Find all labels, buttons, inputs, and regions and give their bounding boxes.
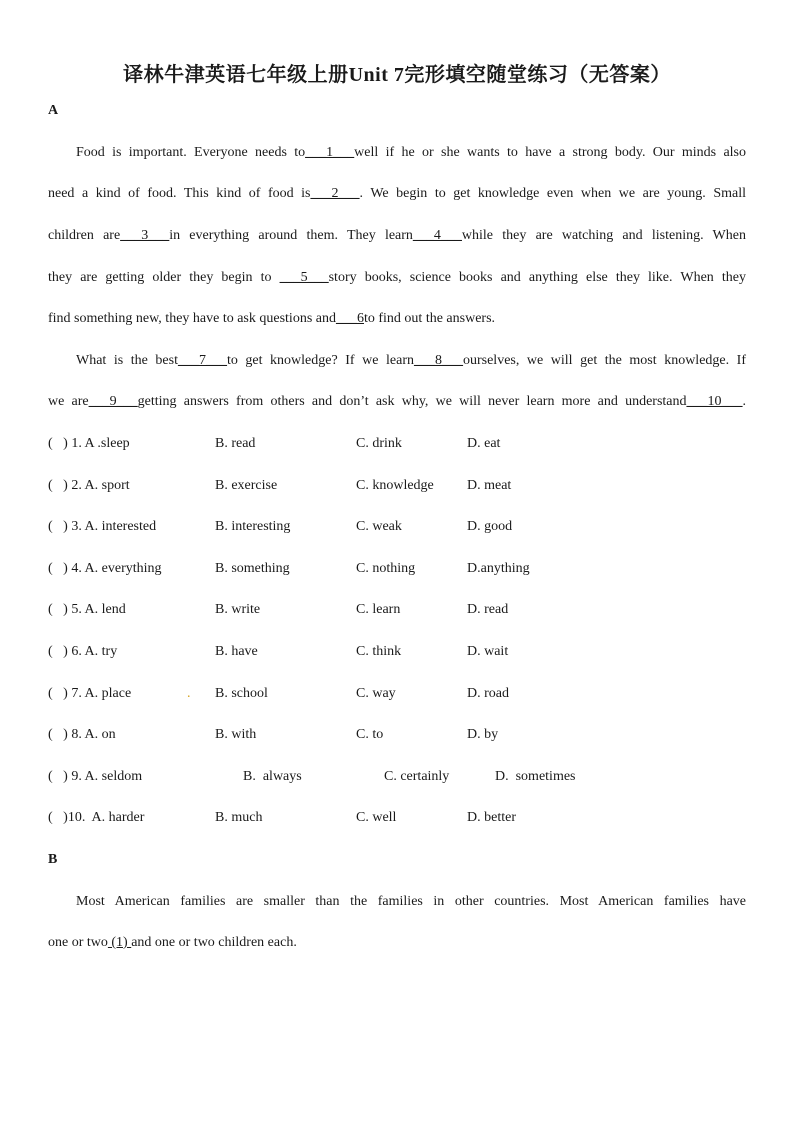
blank-4: ___4___ xyxy=(412,228,462,243)
question-number-option-a: ( ) 4. A. everything xyxy=(48,561,162,576)
question-number-option-a: ( ) 6. A. try xyxy=(48,644,118,659)
blank-7: ___7___ xyxy=(177,353,227,368)
blank-b-1: (1) xyxy=(107,935,132,950)
option-c: C. well xyxy=(356,810,397,825)
question-number-option-a: ( ) 2. A. sport xyxy=(48,478,130,493)
passage-b-line-2: one or two (1) and one or two children each. xyxy=(48,935,297,950)
option-d: D. sometimes xyxy=(495,769,576,784)
stray-dot-mark: . xyxy=(187,686,191,701)
option-b: B. school xyxy=(215,686,268,701)
option-b: B. read xyxy=(215,436,256,451)
option-b: B. much xyxy=(215,810,263,825)
option-c: C. certainly xyxy=(384,769,450,784)
option-b: B. interesting xyxy=(215,519,291,534)
passage-b-line-1: Most American families are smaller than the families in other countries. Most American families have xyxy=(76,894,746,909)
question-number-option-a: ( ) 5. A. lend xyxy=(48,602,126,617)
option-b: B. with xyxy=(215,727,257,742)
section-a-label: A xyxy=(48,103,59,118)
question-number-option-a: ( ) 8. A. on xyxy=(48,727,116,742)
blank-9: ___9___ xyxy=(88,394,138,409)
option-b: B. write xyxy=(215,602,261,617)
option-d: D. by xyxy=(467,727,499,742)
blank-2: ___2___ xyxy=(310,186,360,201)
blank-3: ___3___ xyxy=(120,228,170,243)
option-c: C. weak xyxy=(356,519,402,534)
option-b: B. exercise xyxy=(215,478,278,493)
question-number-option-a: ( ) 7. A. place xyxy=(48,686,132,701)
option-d: D. eat xyxy=(467,436,501,451)
option-c: C. learn xyxy=(356,602,401,617)
option-c: C. think xyxy=(356,644,402,659)
question-number-option-a: ( ) 9. A. seldom xyxy=(48,769,143,784)
passage-a-line-5: find something new, they have to ask questions and___6to find out the answers. xyxy=(48,311,496,326)
option-d: D. read xyxy=(467,602,509,617)
page-title: 译林牛津英语七年级上册Unit 7完形填空随堂练习（无答案） xyxy=(123,64,671,86)
option-d: D. better xyxy=(467,810,516,825)
option-d: D. wait xyxy=(467,644,509,659)
blank-5: ___5___ xyxy=(279,270,329,285)
blank-1: ___1___ xyxy=(305,145,355,160)
passage-a-line-6: What is the best___7___to get knowledge? If we learn___8___ourselves, we will get the most knowledge. If xyxy=(76,353,747,368)
option-d: D.anything xyxy=(467,561,530,576)
option-d: D. meat xyxy=(467,478,512,493)
passage-a-line-7: we are___9___getting answers from others and don’t ask why, we will never learn more and understand___10___. xyxy=(48,394,746,409)
option-c: C. nothing xyxy=(356,561,416,576)
option-b: B. have xyxy=(215,644,258,659)
section-b-label: B xyxy=(48,852,58,867)
blank-10: ___10___ xyxy=(686,394,743,409)
option-b: B. something xyxy=(215,561,290,576)
question-number-option-a: ( )10. A. harder xyxy=(48,810,145,825)
passage-a-line-2: need a kind of food. This kind of food is___2___. We begin to get knowledge even when we are young. Small xyxy=(48,186,746,201)
passage-a-line-4: they are getting older they begin to ___5___story books, science books and anything else they like. When they xyxy=(48,270,746,285)
passage-a-line-1: Food is important. Everyone needs to___1___well if he or she wants to have a strong body. Our minds also xyxy=(76,145,747,160)
option-c: C. drink xyxy=(356,436,402,451)
option-d: D. good xyxy=(467,519,513,534)
option-c: C. knowledge xyxy=(356,478,434,493)
option-c: C. way xyxy=(356,686,396,701)
passage-a-line-3: children are___3___in everything around them. They learn___4___while they are watching and listening. When xyxy=(48,228,746,243)
question-number-option-a: ( ) 1. A .sleep xyxy=(48,436,130,451)
blank-8: ___8___ xyxy=(413,353,463,368)
blank-6: ___6 xyxy=(335,311,364,326)
option-d: D. road xyxy=(467,686,509,701)
question-number-option-a: ( ) 3. A. interested xyxy=(48,519,157,534)
option-c: C. to xyxy=(356,727,384,742)
option-b: B. always xyxy=(243,769,302,784)
